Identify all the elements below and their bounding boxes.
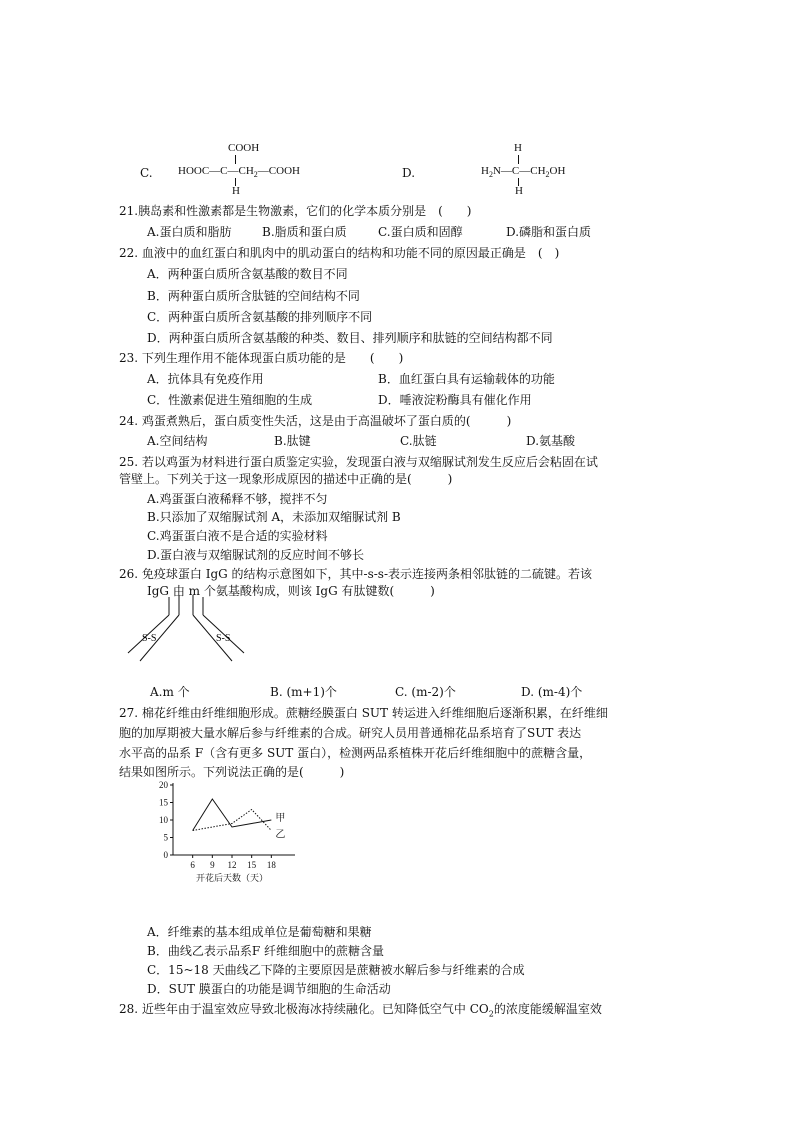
q20-d-right2: OH [549, 165, 566, 177]
q28-stem-line1 [119, 1001, 602, 1022]
q22-option-d: D．两种蛋白质所含氨基酸的种类、数目、排列顺序和肽链的空间结构都不同 [147, 331, 553, 345]
q24-option-b: B.肽键 [274, 434, 311, 448]
y-tick-label: 0 [163, 850, 168, 860]
q23-option-d: D．唾液淀粉酶具有催化作用 [378, 393, 532, 407]
series-label-0: 甲 [275, 813, 286, 824]
q20-option-d-label: D. [402, 166, 416, 180]
x-tick-label: 6 [190, 860, 195, 870]
q26-option-b: B. (m+1)个 [270, 685, 337, 699]
q20-d-row [481, 165, 565, 179]
q20-c-sub: 2 [253, 170, 258, 180]
q26-option-c: C. (m-2)个 [395, 685, 456, 699]
q20-option-d-structure [481, 142, 621, 196]
q23-stem: 23. 下列生理作用不能体现蛋白质功能的是 ( ) [119, 351, 404, 365]
y-tick-label: 20 [159, 780, 168, 790]
q20-option-c-structure [178, 142, 338, 196]
q24-option-a: A.空间结构 [147, 434, 208, 448]
q21-option-b: B.脂质和蛋白质 [262, 225, 347, 239]
q20-d-right: —CH [519, 165, 546, 177]
q25-option-a: A.鸡蛋蛋白液稀释不够，搅拌不匀 [147, 492, 328, 506]
q25-option-c: C.鸡蛋蛋白液不是合适的实验材料 [147, 529, 328, 543]
q26-option-a: A.m 个 [150, 685, 190, 699]
q22-option-c: C．两种蛋白质所含氨基酸的排列顺序不同 [147, 310, 373, 324]
q27-option-a: A．纤维素的基本组成单位是葡萄糖和果糖 [147, 925, 372, 939]
x-axis-label: 开花后天数（天） [195, 873, 269, 883]
q25-option-d: D.蛋白液与双缩脲试剂的反应时间不够长 [147, 548, 365, 562]
q20-c-left: HOOC— [178, 165, 221, 177]
q20-c-row [178, 165, 300, 179]
x-tick-label: 15 [247, 860, 257, 870]
q28-stem-part1: 28. 近些年由于温室效应导致北极海冰持续融化。已知降低空气中 CO [119, 1002, 489, 1016]
q20-d-left: H [481, 165, 489, 177]
q20-d-left2: N— [492, 165, 512, 177]
q23-option-a: A．抗体具有免疫作用 [147, 372, 264, 386]
q22-option-b: B．两种蛋白质所含肽链的空间结构不同 [147, 289, 360, 303]
y-tick-label: 5 [163, 832, 168, 843]
x-tick-label: 12 [227, 860, 237, 870]
q20-c-right2: —COOH [257, 165, 300, 177]
q28-stem-part2: 的浓度能缓解温室效 [493, 1002, 602, 1016]
q26-option-d: D. (m-4)个 [521, 685, 583, 699]
q24-option-d: D.氨基酸 [526, 434, 576, 448]
q24-option-c: C.肽链 [400, 434, 437, 448]
q20-c-right: —CH [227, 165, 254, 177]
q20-d-top: H [514, 142, 522, 154]
q22-option-a: A．两种蛋白质所含氨基酸的数目不同 [147, 267, 348, 281]
x-tick-label: 9 [210, 860, 215, 870]
x-tick-label: 18 [266, 860, 276, 870]
q27-stem-line4: 结果如图所示。下列说法正确的是( ) [119, 765, 345, 779]
q25-stem-line2: 管壁上。下列关于这一现象形成原因的描述中正确的是( ) [119, 472, 453, 486]
igg-ss-right: S-S [216, 633, 231, 644]
q23-option-b: B．血红蛋白具有运输载体的功能 [378, 372, 555, 386]
series-label-1: 乙 [275, 829, 286, 841]
q25-stem-line1: 25. 若以鸡蛋为材料进行蛋白质鉴定实验，发现蛋白液与双缩脲试剂发生反应后会粘固在试 [119, 455, 598, 469]
q21-stem: 21.胰岛素和性激素都是生物激素，它们的化学本质分别是 ( ) [119, 204, 472, 218]
q27-stem-line2: 胞的加厚期被大量水解后参与纤维素的合成。研究人员用普通棉花品系培育了SUT 表达 [119, 726, 582, 740]
q21-option-d: D.磷脂和蛋白质 [506, 225, 592, 239]
q20-d-center: C [511, 165, 520, 177]
q20-d-bottom: H [515, 185, 523, 197]
q26-stem-line1: 26. 免疫球蛋白 IgG 的结构示意图如下，其中-s-s-表示连接两条相邻肽链的二硫键。若该 [119, 567, 593, 581]
q28-co2-sub: 2 [488, 1009, 494, 1019]
q21-option-c: C.蛋白质和固醇 [378, 225, 463, 239]
q23-option-c: C．性激素促进生殖细胞的生成 [147, 393, 313, 407]
q20-c-top: COOH [228, 142, 260, 154]
q27-stem-line1: 27. 棉花纤维由纤维细胞形成。蔗糖经膜蛋白 SUT 转运进入纤维细胞后逐渐积累，在纤维细 [119, 706, 608, 720]
q21-option-a: A.蛋白质和脂肪 [147, 225, 232, 239]
q20-c-bottom: H [232, 185, 240, 197]
q27-stem-line3: 水平高的品系 F（含有更多 SUT 蛋白），检测两品系植株开花后纤维细胞中的蔗糖含量， [119, 746, 592, 760]
q27-option-d: D．SUT 膜蛋白的功能是调节细胞的生命活动 [147, 982, 391, 996]
series-line-0 [193, 799, 272, 831]
q27-option-b: B．曲线乙表示品系F 纤维细胞中的蔗糖含量 [147, 944, 384, 958]
igg-ss-left: S-S [142, 633, 157, 644]
igg-structure-diagram [120, 595, 260, 667]
q20-c-center: C [220, 165, 228, 177]
q26-stem-line2: IgG 由 m 个氨基酸构成，则该 IgG 有肽键数( ) [147, 584, 435, 598]
q20-option-c-label: C. [140, 166, 153, 180]
y-tick-label: 10 [159, 815, 168, 825]
q22-stem: 22. 血液中的血红蛋白和肌肉中的肌动蛋白的结构和功能不同的原因最正确是 ( ) [119, 246, 560, 260]
q24-stem: 24. 鸡蛋煮熟后，蛋白质变性失活，这是由于高温破坏了蛋白质的( ) [119, 414, 512, 428]
sucrose-content-chart [140, 775, 310, 887]
q20-d-leftsub: 2 [488, 170, 493, 180]
y-tick-label: 15 [159, 797, 168, 808]
q20-d-rightsub: 2 [545, 170, 550, 180]
q25-option-b: B.只添加了双缩脲试剂 A，未添加双缩脲试剂 B [147, 510, 401, 524]
q27-option-c: C．15~18 天曲线乙下降的主要原因是蔗糖被水解后参与纤维素的合成 [147, 963, 525, 977]
